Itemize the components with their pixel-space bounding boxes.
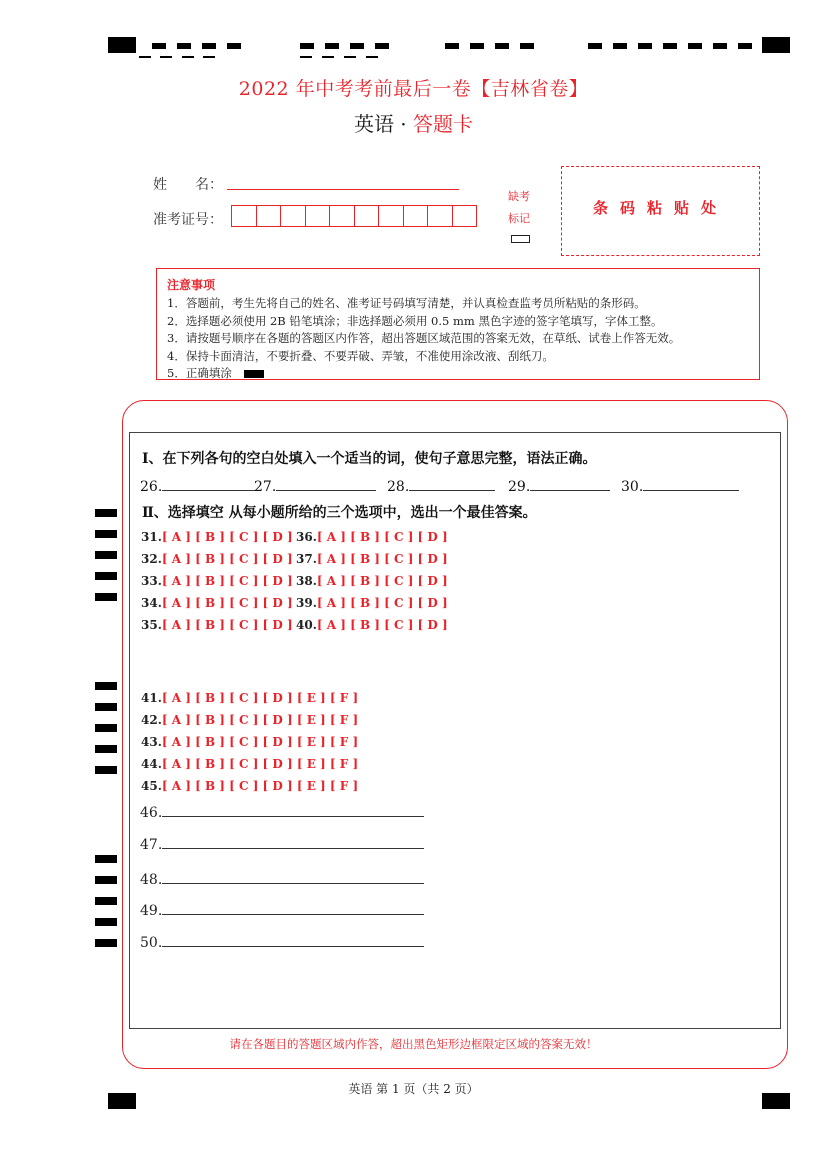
notice-item: 2．选择题必须使用 2B 铅笔填涂；非选择题必须用 0.5 mm 黑色字迹的签字笔填写，字体工整。 (167, 313, 663, 328)
side-mark (95, 724, 117, 732)
id-digit-box[interactable] (379, 206, 404, 226)
blank-26[interactable] (140, 476, 260, 495)
absent-label-line-2: 标记 (508, 212, 530, 225)
question-number: 43. (141, 735, 162, 749)
choice-row-36[interactable] (296, 530, 448, 544)
notice-item-text: 5．正确填涂 (167, 366, 232, 381)
timing-mark (202, 43, 216, 49)
notice-item (167, 365, 749, 383)
corner-mark-top-right (762, 37, 790, 53)
absent-mark-box[interactable] (511, 235, 530, 243)
side-mark (95, 897, 117, 905)
question-number: 34. (141, 596, 162, 610)
choice-row-31[interactable] (141, 530, 293, 544)
timing-mark (350, 43, 364, 49)
line-number: 50. (140, 935, 163, 951)
choice-bubbles[interactable]: [ A ] [ B ] [ C ] [ D ] [ E ] [ F ] (161, 757, 359, 771)
question-number: 31. (141, 530, 162, 544)
timing-mark (495, 43, 509, 49)
timing-mark (366, 56, 378, 58)
choice-bubbles[interactable]: [ A ] [ B ] [ C ] [ D ] (316, 618, 448, 632)
name-field[interactable] (227, 175, 459, 190)
notice-box (156, 268, 760, 380)
side-mark (95, 703, 117, 711)
choice-bubbles[interactable]: [ A ] [ B ] [ C ] [ D ] (161, 552, 293, 566)
timing-mark (738, 43, 752, 49)
side-mark (95, 509, 117, 517)
question-number: 45. (141, 779, 162, 793)
question-number: 41. (141, 691, 162, 705)
choice-row-34[interactable] (141, 596, 293, 610)
timing-mark (688, 43, 702, 49)
timing-mark (520, 43, 534, 49)
barcode-area (561, 166, 760, 256)
question-number: 44. (141, 757, 162, 771)
timing-mark (375, 43, 389, 49)
choice-bubbles[interactable]: [ A ] [ B ] [ C ] [ D ] (316, 596, 448, 610)
choice-row-45[interactable] (141, 779, 358, 793)
timing-mark (588, 43, 602, 49)
notice-title: 注意事项 (167, 278, 216, 292)
id-digit-box[interactable] (428, 206, 453, 226)
blank-28[interactable] (387, 476, 495, 495)
timing-mark (160, 56, 172, 58)
subject-label: 英语 · (353, 112, 414, 136)
side-mark (95, 530, 117, 538)
timing-mark (713, 43, 727, 49)
blank-29[interactable] (508, 476, 610, 495)
side-mark (95, 745, 117, 753)
question-number: 37. (296, 552, 317, 566)
choice-row-43[interactable] (141, 735, 358, 749)
choice-bubbles[interactable]: [ A ] [ B ] [ C ] [ D ] [ E ] [ F ] (161, 713, 359, 727)
choice-row-35[interactable] (141, 618, 293, 632)
choice-row-41[interactable] (141, 691, 358, 705)
question-number: 40. (296, 618, 317, 632)
blank-27[interactable] (254, 476, 376, 495)
filled-bubble-example (244, 370, 264, 378)
side-mark (95, 918, 117, 926)
choice-bubbles[interactable]: [ A ] [ B ] [ C ] [ D ] (161, 618, 293, 632)
side-mark (95, 766, 117, 774)
id-digit-box[interactable] (281, 206, 306, 226)
question-number: 36. (296, 530, 317, 544)
id-digit-box[interactable] (404, 206, 429, 226)
id-digit-box[interactable] (330, 206, 355, 226)
timing-mark (638, 43, 652, 49)
question-number: 33. (141, 574, 162, 588)
notice-item: 4．保持卡面清洁，不要折叠、不要弄破、弄皱，不准使用涂改液、刮纸刀。 (167, 348, 554, 363)
id-digit-box[interactable] (453, 206, 477, 226)
id-digit-box[interactable] (232, 206, 257, 226)
blank-number: 26. (140, 479, 163, 495)
side-mark (95, 876, 117, 884)
side-mark (95, 682, 117, 690)
choice-row-40[interactable] (296, 618, 448, 632)
answer-area-warning: 请在各题目的答题区域内作答，超出黑色矩形边框限定区域的答案无效！ (229, 1037, 598, 1051)
section-2-heading: Ⅱ、选择填空 从每小题所给的三个选项中，选出一个最佳答案。 (142, 505, 537, 521)
barcode-label: 条码粘贴处 (592, 199, 728, 217)
side-mark (95, 551, 117, 559)
choice-bubbles[interactable]: [ A ] [ B ] [ C ] [ D ] (161, 574, 293, 588)
side-mark (95, 572, 117, 580)
corner-mark-bottom-left (108, 1093, 136, 1109)
id-digit-box[interactable] (355, 206, 380, 226)
timing-mark (139, 56, 151, 58)
timing-mark (322, 56, 334, 58)
timing-mark (325, 43, 339, 49)
timing-mark (470, 43, 484, 49)
question-number: 32. (141, 552, 162, 566)
timing-mark (182, 56, 194, 58)
blank-number: 30. (621, 479, 644, 495)
blank-number: 29. (508, 479, 531, 495)
corner-mark-top-left (108, 37, 136, 53)
choice-row-42[interactable] (141, 713, 358, 727)
line-number: 46. (140, 805, 163, 821)
answer-line-46[interactable] (140, 802, 424, 821)
timing-mark (152, 43, 166, 49)
choice-row-39[interactable] (296, 596, 448, 610)
subject-title (0, 108, 827, 137)
choice-bubbles[interactable]: [ A ] [ B ] [ C ] [ D ] [ E ] [ F ] (161, 735, 359, 749)
question-number: 42. (141, 713, 162, 727)
id-digit-box[interactable] (257, 206, 282, 226)
timing-mark (663, 43, 677, 49)
choice-row-33[interactable] (141, 574, 293, 588)
corner-mark-bottom-right (762, 1093, 790, 1109)
blank-number: 28. (387, 479, 410, 495)
question-number: 35. (141, 618, 162, 632)
answer-line-47[interactable] (140, 834, 424, 853)
timing-mark (203, 56, 215, 58)
timing-mark (300, 56, 312, 58)
choice-row-37[interactable] (296, 552, 448, 566)
absent-label (508, 186, 530, 230)
side-mark (95, 939, 117, 947)
choice-row-44[interactable] (141, 757, 358, 771)
timing-mark (177, 43, 191, 49)
card-label: 答题卡 (413, 112, 474, 136)
question-number: 39. (296, 596, 317, 610)
absent-label-line-1: 缺考 (508, 190, 530, 203)
blank-number: 27. (254, 479, 277, 495)
blank-30[interactable] (621, 476, 739, 495)
timing-mark (300, 43, 314, 49)
choice-bubbles[interactable]: [ A ] [ B ] [ C ] [ D ] (161, 530, 293, 544)
choice-bubbles[interactable]: [ A ] [ B ] [ C ] [ D ] (316, 530, 448, 544)
page-number: 英语 第 1 页（共 2 页） (348, 1082, 479, 1096)
answer-line-48[interactable] (140, 869, 424, 888)
exam-title: 2022 年中考考前最后一卷【吉林省卷】 (238, 78, 589, 100)
choice-bubbles[interactable]: [ A ] [ B ] [ C ] [ D ] [ E ] [ F ] (161, 779, 359, 793)
notice-item: 1．答题前，考生先将自己的姓名、准考证号码填写清楚，并认真检查监考员所粘贴的条形码。 (167, 296, 646, 310)
line-number: 48. (140, 872, 163, 888)
choice-row-38[interactable] (296, 574, 448, 588)
answer-line-50[interactable] (140, 932, 424, 951)
line-number: 47. (140, 837, 163, 853)
section-1-heading: Ⅰ、在下列各句的空白处填入一个适当的词，使句子意思完整，语法正确。 (142, 451, 597, 467)
side-mark (95, 593, 117, 601)
id-digit-box[interactable] (306, 206, 331, 226)
question-number: 38. (296, 574, 317, 588)
choice-row-32[interactable] (141, 552, 293, 566)
answer-line-49[interactable] (140, 900, 424, 919)
timing-mark (227, 43, 241, 49)
choice-bubbles[interactable]: [ A ] [ B ] [ C ] [ D ] (161, 596, 293, 610)
choice-bubbles[interactable]: [ A ] [ B ] [ C ] [ D ] (316, 552, 448, 566)
name-label: 姓 名： (153, 177, 223, 193)
id-label: 准考证号： (153, 212, 223, 228)
timing-mark (445, 43, 459, 49)
exam-id-boxes[interactable] (231, 205, 477, 227)
timing-mark (344, 56, 356, 58)
notice-item: 3．请按题号顺序在各题的答题区内作答，超出答题区域范围的答案无效，在草纸、试卷上作答无效。 (167, 331, 681, 346)
choice-bubbles[interactable]: [ A ] [ B ] [ C ] [ D ] [ E ] [ F ] (161, 691, 359, 705)
line-number: 49. (140, 903, 163, 919)
choice-bubbles[interactable]: [ A ] [ B ] [ C ] [ D ] (316, 574, 448, 588)
timing-mark (613, 43, 627, 49)
side-mark (95, 855, 117, 863)
